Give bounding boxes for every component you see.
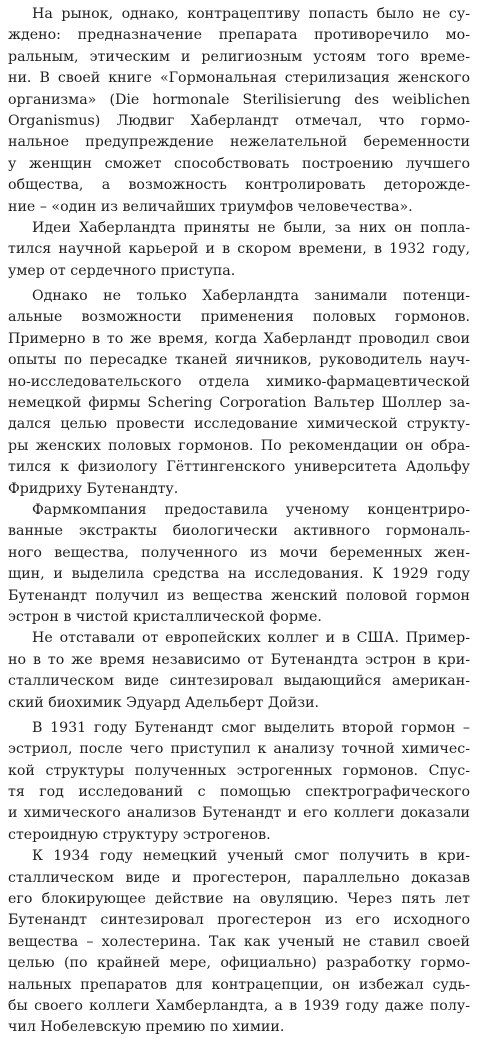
text-line: ванные экстракты биологически активного гормональ- bbox=[8, 523, 470, 540]
text-line: нальных препаратов для контрацепции, он избежал судь- bbox=[8, 976, 470, 993]
text-line: у женщин сможет способствовать построению лучшего bbox=[8, 155, 470, 172]
text-line: ние – «один из величайших триумфов человечества». bbox=[8, 198, 413, 215]
paragraph bbox=[8, 286, 470, 500]
text-line: тя год исследований с помощью спектрографического bbox=[8, 784, 470, 801]
text-line: нальное предупреждение нежелательной беременности bbox=[8, 134, 470, 151]
text-line: Фармкомпания предоставила ученому концентриро- bbox=[32, 501, 470, 518]
text-line: опыты по пересадке тканей яичников, руководитель науч- bbox=[8, 352, 470, 369]
text-line: ры женских половых гормонов. По рекомендации он обра- bbox=[8, 437, 470, 454]
text-line: общества, а возможность контролировать деторожде- bbox=[8, 177, 470, 194]
text-line: В 1931 году Бутенандт смог выделить второй гормон – bbox=[32, 719, 470, 736]
text-line: но в то же время независимо от Бутенандта эстрон в кри- bbox=[8, 651, 470, 668]
text-line: целью (по крайней мере, официально) разработку гормо- bbox=[8, 955, 470, 972]
text-line: К 1934 году немецкий ученый смог получить в кри- bbox=[32, 848, 470, 865]
text-line: кой структуры полученных эстрогенных гормонов. Спус- bbox=[8, 762, 470, 779]
text-line: Фридриху Бутенандту. bbox=[8, 480, 179, 497]
text-line: Не отставали от европейских коллег и в США. Пример- bbox=[32, 630, 470, 647]
paragraph bbox=[8, 4, 470, 218]
text-line: ждено: предназначение препарата противоречило мо- bbox=[8, 27, 470, 44]
text-line: организма» (Die hormonale Sterilisierung des weiblichen bbox=[8, 91, 470, 108]
text-line: умер от сердечного приступа. bbox=[8, 262, 236, 279]
text-line: Бутенандт получил из вещества женский половой гормон bbox=[8, 587, 470, 604]
text-line: сталлическом виде синтезировал выдающийся американ- bbox=[8, 673, 470, 690]
text-line: и химического анализов Бутенандт и его коллеги доказали bbox=[8, 805, 470, 822]
text-line: ральным, этическим и религиозным устоям того време- bbox=[8, 48, 470, 65]
text-line: его блокирующее действие на овуляцию. Через пять лет bbox=[8, 891, 470, 908]
text-line: ного вещества, полученного из мочи беременных жен- bbox=[8, 544, 470, 561]
text-line: эстриол, после чего приступил к анализу точной химичес- bbox=[8, 741, 470, 758]
text-line: На рынок, однако, контрацептиву попасть было не су- bbox=[32, 6, 470, 22]
text-line: тился к физиологу Гёттингенского университета Адольфу bbox=[8, 459, 470, 476]
paragraph bbox=[8, 218, 470, 282]
text-line: вещества – холестерина. Так как ученый не ставил своей bbox=[8, 933, 470, 950]
text-line: тился научной карьерой и в скором времени, в 1932 году, bbox=[8, 241, 470, 258]
text-line: дался целью провести исследование химической структу- bbox=[8, 416, 470, 433]
text-line: сталлическом виде и прогестерон, параллельно доказав bbox=[8, 869, 470, 886]
text-line: ни. В своей книге «Гормональная стерилизация женского bbox=[8, 70, 470, 87]
text-line: Примерно в то же время, когда Хаберландт проводил свои bbox=[8, 330, 470, 347]
text-line: Бутенандт синтезировал прогестерон из его исходного bbox=[8, 912, 470, 929]
text-line: немецкой фирмы Schering Corporation Вальтер Шоллер за- bbox=[8, 395, 470, 412]
text-line: но-исследовательского отдела химико-фармацевтической bbox=[8, 373, 470, 390]
text-line: Идеи Хаберландта приняты не были, за них он попла- bbox=[32, 219, 470, 236]
paragraph bbox=[8, 718, 470, 846]
paragraph bbox=[8, 500, 470, 628]
text-line: эстрон в чистой кристаллической форме. bbox=[8, 608, 322, 625]
text-line: Однако не только Хаберландта занимали потенци- bbox=[32, 288, 470, 305]
paragraph bbox=[8, 628, 470, 714]
text-line: альные возможности применения половых гормонов. bbox=[8, 309, 470, 326]
text-line: Organismus) Людвиг Хаберландт отмечал, что гормо- bbox=[8, 112, 470, 129]
text-line: ский биохимик Эдуард Адельберт Дойзи. bbox=[8, 694, 320, 711]
paragraph bbox=[8, 846, 470, 1039]
text-line: бы своего коллеги Хамберландта, а в 1939 году даже полу- bbox=[8, 997, 470, 1014]
text-line: стероидную структуру эстрогенов. bbox=[8, 826, 271, 843]
text-line: щин, и выделила средства на исследования. К 1929 году bbox=[8, 566, 470, 583]
text-line: чил Нобелевскую премию по химии. bbox=[8, 1019, 285, 1036]
